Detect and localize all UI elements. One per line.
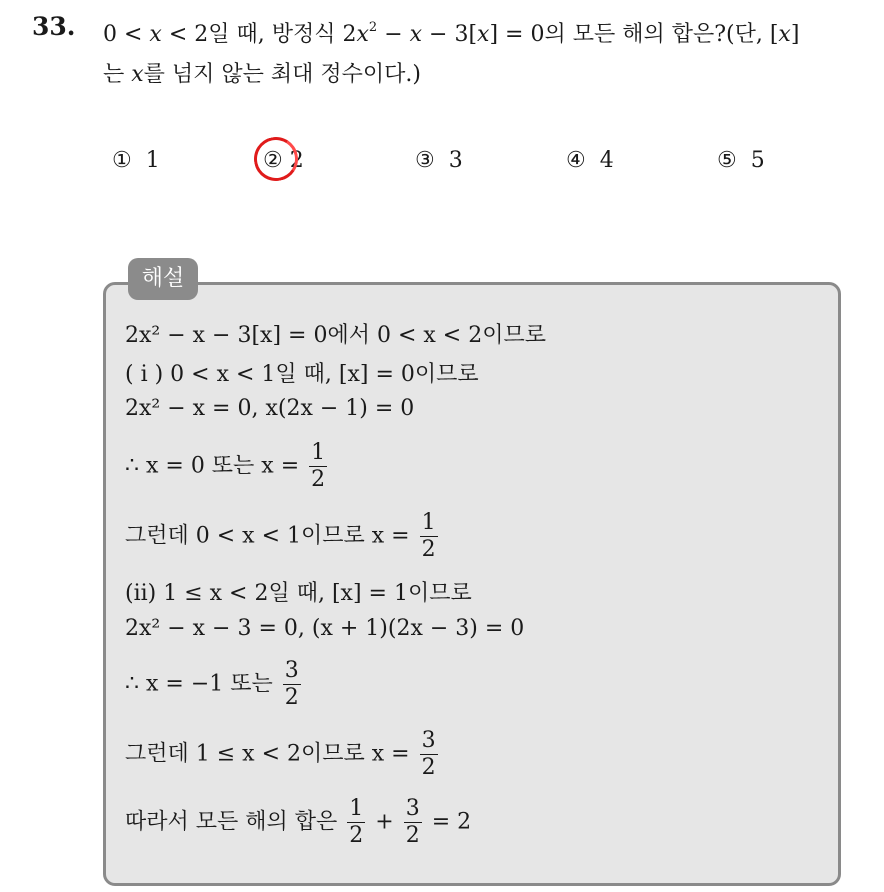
- choice-4[interactable]: ④ 4: [566, 148, 614, 173]
- fraction-one-half: $\frac{1}{2}$: [349, 796, 364, 848]
- choice-3[interactable]: ③ 3: [415, 148, 463, 173]
- fraction-one-half: $\frac{1}{2}$: [421, 510, 436, 562]
- solution-line-9: 그런데 1 ≤ x < 2이므로 x = $\frac{3}{2}$: [125, 728, 436, 780]
- choice-2[interactable]: ② 2: [263, 148, 304, 173]
- solution-line-6: (ii) 1 ≤ x < 2일 때, [x] = 1이므로: [125, 581, 472, 606]
- fraction-one-half: $\frac{1}{2}$: [311, 440, 326, 492]
- question-text-line-1: 0 < x < 2일 때, 방정식 $2x^2 - x - 3[x] = 0$의 모든 해의 합은?(단, [x]: [103, 20, 800, 47]
- question-number: 33.: [32, 12, 76, 41]
- answer-choices: [0, 148, 884, 178]
- choice-1[interactable]: ① 1: [112, 148, 160, 173]
- solution-line-3: 2x² − x = 0, x(2x − 1) = 0: [125, 396, 415, 421]
- solution-line-5: 그런데 0 < x < 1이므로 x = $\frac{1}{2}$: [125, 510, 436, 562]
- solution-title-tab: 해설: [128, 258, 198, 300]
- choice-5[interactable]: ⑤ 5: [717, 148, 765, 173]
- solution-line-8: ∴ x = −1 또는 $\frac{3}{2}$: [125, 658, 299, 710]
- fraction-three-halves: $\frac{3}{2}$: [284, 658, 299, 710]
- fraction-three-halves: $\frac{3}{2}$: [421, 728, 436, 780]
- solution-line-10: 따라서 모든 해의 합은 $\frac{1}{2}$ + $\frac{3}{2}$ = 2: [125, 796, 472, 848]
- solution-line-1: 2x² − x − 3[x] = 0에서 0 < x < 2이므로: [125, 323, 546, 348]
- solution-line-7: 2x² − x − 3 = 0, (x + 1)(2x − 3) = 0: [125, 616, 525, 641]
- question-text-line-2: 는 x를 넘지 않는 최대 정수이다.): [103, 62, 421, 87]
- solution-line-4: ∴ x = 0 또는 x = $\frac{1}{2}$: [125, 440, 326, 492]
- fraction-three-halves: $\frac{3}{2}$: [405, 796, 420, 848]
- solution-line-2: ( i ) 0 < x < 1일 때, [x] = 0이므로: [125, 362, 479, 387]
